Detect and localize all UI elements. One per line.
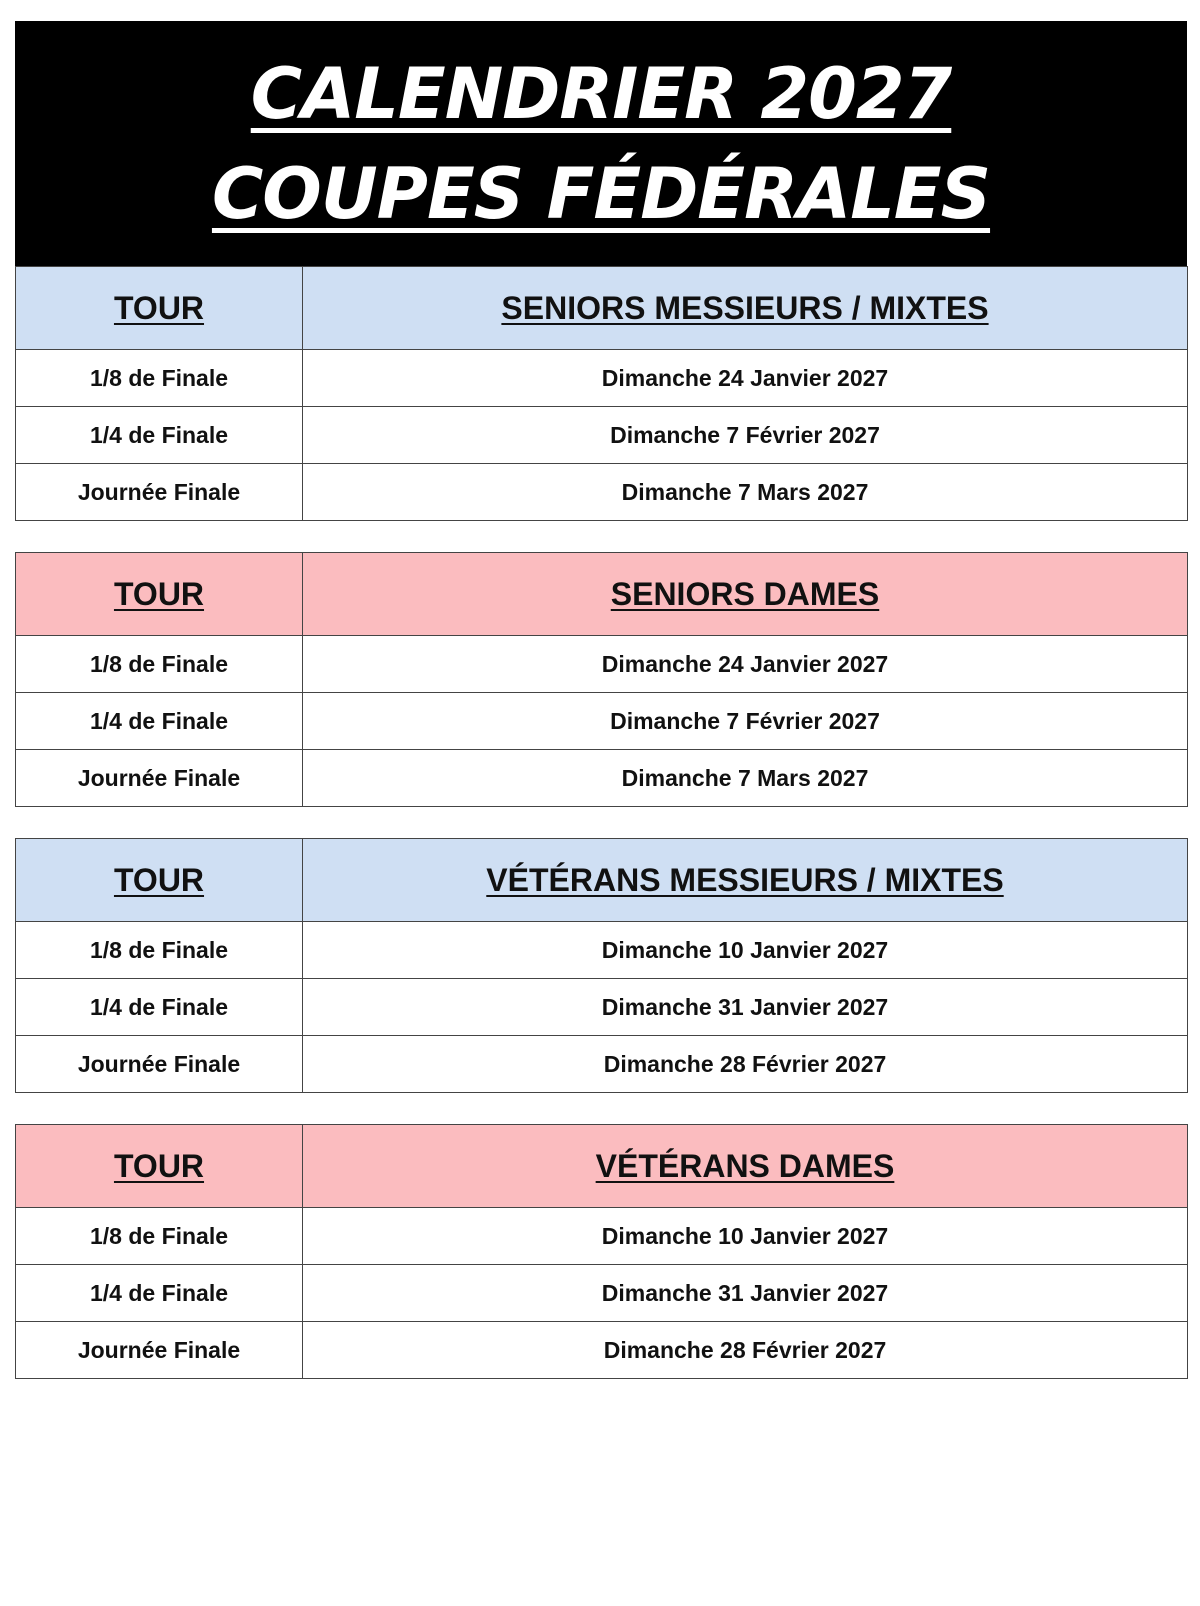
date-cell: Dimanche 10 Janvier 2027 [303, 922, 1188, 979]
date-cell: Dimanche 24 Janvier 2027 [303, 636, 1188, 693]
tour-cell: 1/4 de Finale [16, 407, 303, 464]
table-row [16, 1208, 1188, 1265]
date-cell: Dimanche 28 Février 2027 [303, 1036, 1188, 1093]
section-header [16, 1125, 1188, 1208]
table-row [16, 1265, 1188, 1322]
tour-cell: 1/8 de Finale [16, 636, 303, 693]
table-row [16, 636, 1188, 693]
date-cell: Dimanche 31 Janvier 2027 [303, 1265, 1188, 1322]
section-seniors-dames [15, 552, 1188, 807]
section-seniors-messieurs-mixtes [15, 266, 1188, 521]
title-banner [15, 21, 1187, 266]
tour-cell: 1/8 de Finale [16, 350, 303, 407]
date-cell: Dimanche 7 Mars 2027 [303, 464, 1188, 521]
table-row [16, 1322, 1188, 1379]
section-header [16, 839, 1188, 922]
tour-cell: 1/4 de Finale [16, 693, 303, 750]
date-cell: Dimanche 7 Février 2027 [303, 693, 1188, 750]
table-row [16, 350, 1188, 407]
tour-cell: Journée Finale [16, 750, 303, 807]
title-line-2: COUPES FÉDÉRALES [211, 152, 991, 235]
category-header: SENIORS MESSIEURS / MIXTES [303, 267, 1188, 350]
section-header [16, 267, 1188, 350]
tour-header: TOUR [16, 267, 303, 350]
tour-cell: 1/8 de Finale [16, 1208, 303, 1265]
tour-cell: Journée Finale [16, 464, 303, 521]
tour-cell: Journée Finale [16, 1322, 303, 1379]
table-row [16, 693, 1188, 750]
table-row [16, 979, 1188, 1036]
table-row [16, 1036, 1188, 1093]
date-cell: Dimanche 7 Février 2027 [303, 407, 1188, 464]
section-veterans-messieurs-mixtes [15, 838, 1188, 1093]
tour-cell: 1/4 de Finale [16, 1265, 303, 1322]
category-header: SENIORS DAMES [303, 553, 1188, 636]
tour-cell: 1/8 de Finale [16, 922, 303, 979]
date-cell: Dimanche 28 Février 2027 [303, 1322, 1188, 1379]
table-row [16, 922, 1188, 979]
tour-header: TOUR [16, 839, 303, 922]
date-cell: Dimanche 31 Janvier 2027 [303, 979, 1188, 1036]
category-header: VÉTÉRANS DAMES [303, 1125, 1188, 1208]
section-veterans-dames [15, 1124, 1188, 1379]
tour-header: TOUR [16, 553, 303, 636]
table-row [16, 750, 1188, 807]
section-header [16, 553, 1188, 636]
title-line-1: CALENDRIER 2027 [250, 52, 952, 135]
table-row [16, 407, 1188, 464]
tour-header: TOUR [16, 1125, 303, 1208]
date-cell: Dimanche 10 Janvier 2027 [303, 1208, 1188, 1265]
date-cell: Dimanche 24 Janvier 2027 [303, 350, 1188, 407]
tour-cell: Journée Finale [16, 1036, 303, 1093]
date-cell: Dimanche 7 Mars 2027 [303, 750, 1188, 807]
category-header: VÉTÉRANS MESSIEURS / MIXTES [303, 839, 1188, 922]
table-row [16, 464, 1188, 521]
tour-cell: 1/4 de Finale [16, 979, 303, 1036]
